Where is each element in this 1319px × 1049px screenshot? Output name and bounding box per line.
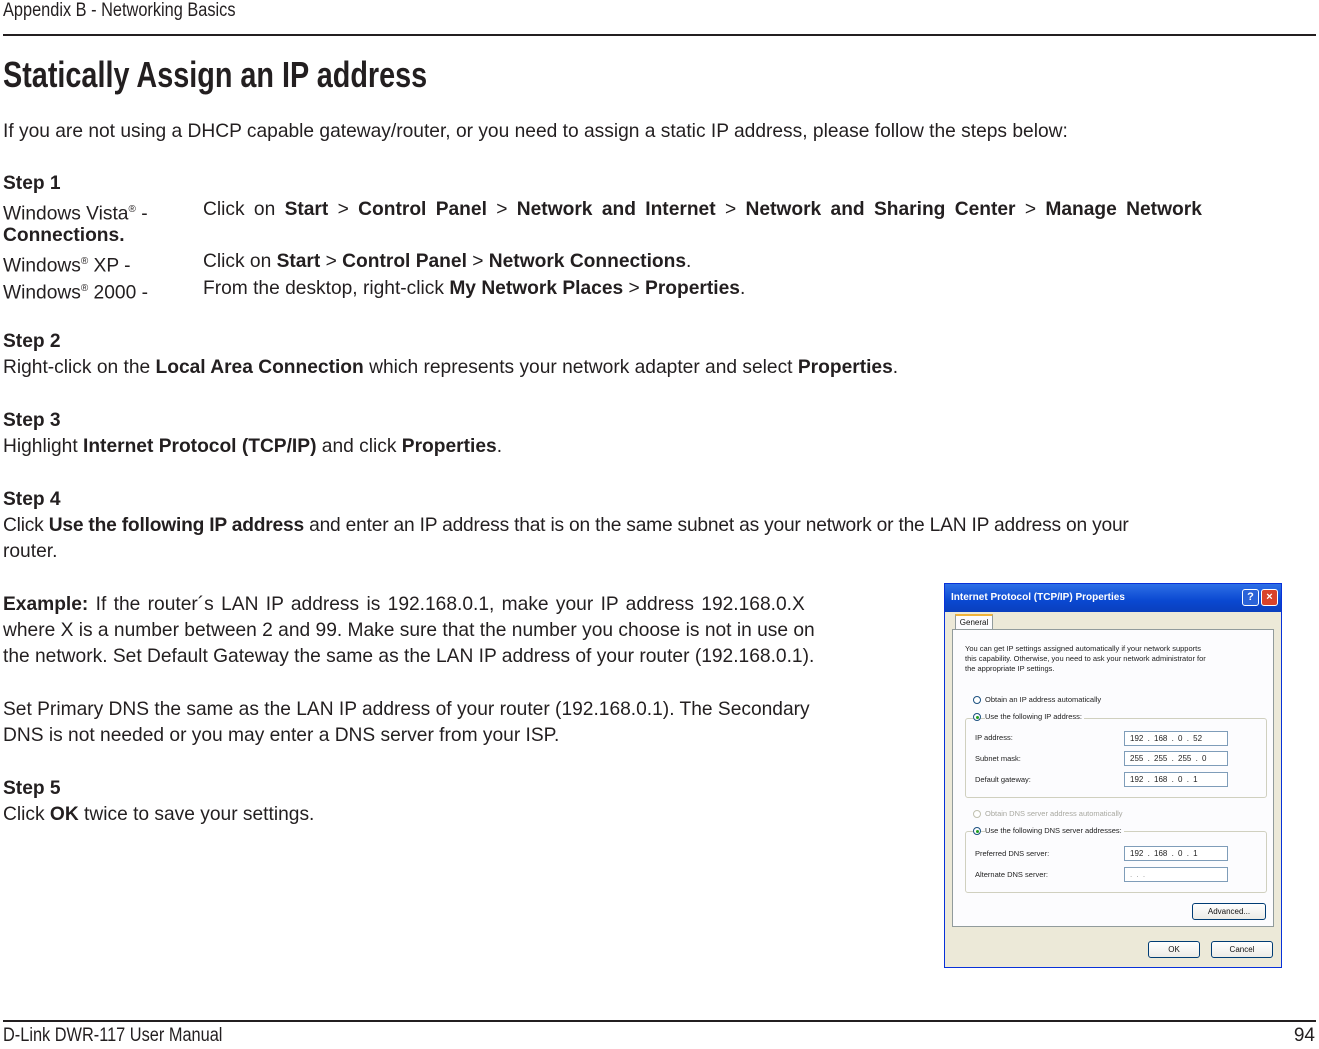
ip-address-label: IP address: — [975, 733, 1013, 742]
obtain-dns-auto-label: Obtain DNS server address automatically — [985, 809, 1123, 818]
step5-heading: Step 5 — [3, 778, 61, 799]
dialog-desc-line2: this capability. Otherwise, you need to ask your network administrator for — [965, 654, 1206, 663]
step1-xp-line: Windows® XP - Click on Start > Control Panel > Network Connections. — [3, 251, 692, 277]
close-button[interactable]: × — [1261, 589, 1278, 606]
general-tab-panel — [952, 629, 1274, 927]
use-following-ip-radio[interactable] — [973, 713, 981, 721]
obtain-ip-auto-radio[interactable] — [973, 696, 981, 704]
step1-vista-line: Windows Vista® - Click on Start > Control Panel > Network and Internet > Network and Sharing Center > Manage Network — [3, 199, 1202, 225]
step5-text: Click OK twice to save your settings. — [3, 804, 315, 825]
step1-heading: Step 1 — [3, 173, 61, 194]
alternate-dns-label: Alternate DNS server: — [975, 870, 1048, 879]
step3-heading: Step 3 — [3, 410, 61, 431]
step1-vista-line2: Connections. — [3, 225, 125, 246]
tcpip-properties-dialog — [944, 583, 1282, 968]
dialog-desc-line1: You can get IP settings assigned automatically if your network supports — [965, 644, 1201, 653]
obtain-ip-auto-label: Obtain an IP address automatically — [985, 695, 1102, 704]
example-line2: where X is a number between 2 and 99. Make sure that the number you choose is not in use on — [3, 620, 815, 641]
header-rule — [3, 34, 1316, 36]
intro-paragraph: If you are not using a DHCP capable gateway/router, or you need to assign a static IP address, please follow the steps below: — [3, 121, 1068, 142]
page-number: 94 — [1293, 1025, 1315, 1046]
step1-2000-line: Windows® 2000 - From the desktop, right-click My Network Places > Properties. — [3, 278, 746, 304]
default-gateway-input[interactable]: 192 . 168 . 0 . 1 — [1124, 772, 1228, 787]
example-line1: Example: If the router´s LAN IP address is 192.168.0.1, make your IP address 192.168.0.X — [3, 594, 805, 615]
step4-text-line2: router. — [3, 541, 58, 562]
step2-text: Right-click on the Local Area Connection which represents your network adapter and select Properties. — [3, 357, 899, 378]
step2-heading: Step 2 — [3, 331, 61, 352]
step4-heading: Step 4 — [3, 489, 61, 510]
step3-text: Highlight Internet Protocol (TCP/IP) and click Properties. — [3, 436, 503, 457]
use-following-dns-radio[interactable] — [973, 827, 981, 835]
example-line3: the network. Set Default Gateway the same as the LAN IP address of your router (192.168.0.1). — [3, 646, 815, 667]
preferred-dns-input[interactable]: 192 . 168 . 0 . 1 — [1124, 846, 1228, 861]
help-button[interactable]: ? — [1242, 589, 1259, 606]
preferred-dns-label: Preferred DNS server: — [975, 849, 1050, 858]
advanced-button[interactable]: Advanced... — [1192, 903, 1266, 920]
use-following-dns-label: Use the following DNS server addresses: — [985, 826, 1122, 835]
ok-button[interactable]: OK — [1148, 941, 1200, 958]
footer-manual-title: D-Link DWR-117 User Manual — [3, 1025, 223, 1046]
tab-general[interactable]: General — [955, 614, 993, 630]
dialog-desc-line3: the appropriate IP settings. — [965, 664, 1055, 673]
dialog-title: Internet Protocol (TCP/IP) Properties — [951, 592, 1125, 603]
subnet-mask-input[interactable]: 255 . 255 . 255 . 0 — [1124, 751, 1228, 766]
obtain-dns-auto-radio[interactable] — [973, 810, 981, 818]
default-gateway-label: Default gateway: — [975, 775, 1031, 784]
alternate-dns-input[interactable]: . . . — [1124, 867, 1228, 882]
step4-text: Click Use the following IP address and enter an IP address that is on the same subnet as your network or the LAN IP address on your — [3, 515, 1129, 536]
subnet-mask-label: Subnet mask: — [975, 754, 1021, 763]
use-following-ip-label: Use the following IP address: — [985, 712, 1082, 721]
running-header: Appendix B - Networking Basics — [3, 0, 236, 21]
dns-group — [965, 831, 1267, 893]
dialog-titlebar — [945, 584, 1281, 612]
page-title: Statically Assign an IP address — [3, 54, 428, 95]
ip-address-input[interactable]: 192 . 168 . 0 . 52 — [1124, 731, 1228, 746]
dns-line2: DNS is not needed or you may enter a DNS server from your ISP. — [3, 725, 560, 746]
cancel-button[interactable]: Cancel — [1211, 941, 1273, 958]
dns-line1: Set Primary DNS the same as the LAN IP address of your router (192.168.0.1). The Secondary — [3, 699, 810, 720]
footer-rule — [3, 1020, 1316, 1022]
